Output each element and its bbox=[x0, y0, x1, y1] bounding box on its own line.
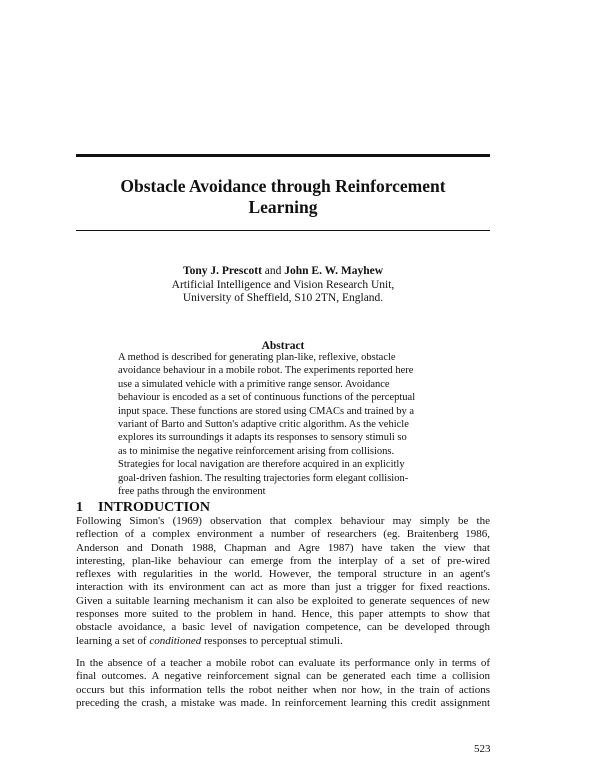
abstract-line: use a simulated vehicle with a primitive range sensor. Avoidance bbox=[118, 378, 390, 390]
body-line: responses more suited to the problem in hand. Hence, this paper attempts to show that bbox=[76, 608, 490, 621]
body-text: learning a set of bbox=[76, 634, 150, 647]
emphasis-text: conditioned bbox=[149, 634, 202, 647]
body-line: Anderson and Donath 1988, Chapman and Agre 1987) have taken the view that bbox=[76, 541, 490, 554]
abstract-line: avoidance behaviour in a mobile robot. The experiments reported here bbox=[118, 365, 414, 377]
paper-title bbox=[76, 176, 490, 218]
abstract-line: as to minimise the negative reinforcement arising from collisions. bbox=[118, 445, 395, 457]
body-line: interesting, plan-like behaviour can emerge from the interplay of a set of pre-wired bbox=[76, 554, 490, 567]
abstract-line: Strategies for local navigation are therefore acquired in an explicitly bbox=[118, 459, 405, 471]
body-text: responses to perceptual stimuli. bbox=[201, 634, 343, 647]
body-line: Given a suitable learning mechanism it can also be exploited to generate sequences of new bbox=[76, 594, 490, 607]
author-1: Tony J. Prescott bbox=[183, 265, 262, 277]
affiliation-line-1: Artificial Intelligence and Vision Research Unit, bbox=[171, 278, 395, 291]
abstract-line: free paths through the environment bbox=[118, 486, 266, 498]
body-line: In the absence of a teacher a mobile robot can evaluate its performance only in terms of bbox=[76, 657, 490, 669]
author-names bbox=[76, 265, 490, 279]
abstract-line: behaviour is encoded as a set of continuous functions of the perceptual bbox=[118, 392, 416, 404]
body-line: interaction with its environment can act as more than just a trigger for fixed reactions. bbox=[76, 581, 490, 594]
title-line-1: Obstacle Avoidance through Reinforcement bbox=[120, 176, 446, 196]
intro-paragraph-2 bbox=[76, 657, 490, 710]
body-line: final outcomes. A negative reinforcement signal can be generated each time a collision bbox=[76, 670, 490, 683]
section-number: 1 bbox=[76, 500, 83, 515]
title-bottom-rule bbox=[76, 230, 490, 231]
title-top-rule bbox=[76, 154, 490, 157]
page-number: 523 bbox=[474, 743, 491, 755]
abstract-line: explores its surroundings it adapts its responses to sensory stimuli so bbox=[118, 432, 407, 444]
author-block bbox=[76, 265, 490, 306]
body-line: Following Simon's (1969) observation that complex behaviour may simply be the bbox=[76, 515, 490, 527]
abstract-body bbox=[118, 351, 448, 498]
body-line: obstacle avoidance, a basic level of navigation competence, can be developed through bbox=[76, 621, 490, 634]
author-and: and bbox=[261, 265, 285, 277]
abstract-line: input space. These functions are stored using CMACs and trained by a bbox=[118, 405, 415, 417]
body-line: occurs but this information tells the robot neither when nor how, in the train of actions bbox=[76, 683, 490, 696]
body-line-last bbox=[76, 635, 490, 648]
title-line-2: Learning bbox=[248, 197, 318, 217]
body-line: reflection of a complex environment a number of researchers (eg. Braitenberg 1986, bbox=[76, 528, 490, 541]
body-line: reflexes with regularities in the world. However, the temporal structure in an agent's bbox=[76, 568, 490, 581]
abstract-line: variant of Barto and Sutton's adaptive critic algorithm. As the vehicle bbox=[118, 419, 409, 431]
body-line: preceding the crash, a mistake was made. In reinforcement learning this credit assignment bbox=[76, 696, 490, 709]
affiliation-line-2: University of Sheffield, S10 2TN, England. bbox=[182, 292, 384, 304]
section-title: INTRODUCTION bbox=[98, 500, 211, 515]
abstract-line: goal-driven fashion. The resulting trajectories form elegant collision- bbox=[118, 472, 409, 484]
abstract-heading: Abstract bbox=[261, 340, 305, 352]
intro-paragraph-1 bbox=[76, 515, 490, 648]
section-heading bbox=[76, 500, 210, 516]
abstract-line: A method is described for generating plan-like, reflexive, obstacle bbox=[118, 352, 396, 363]
author-2: John E. W. Mayhew bbox=[284, 265, 383, 277]
